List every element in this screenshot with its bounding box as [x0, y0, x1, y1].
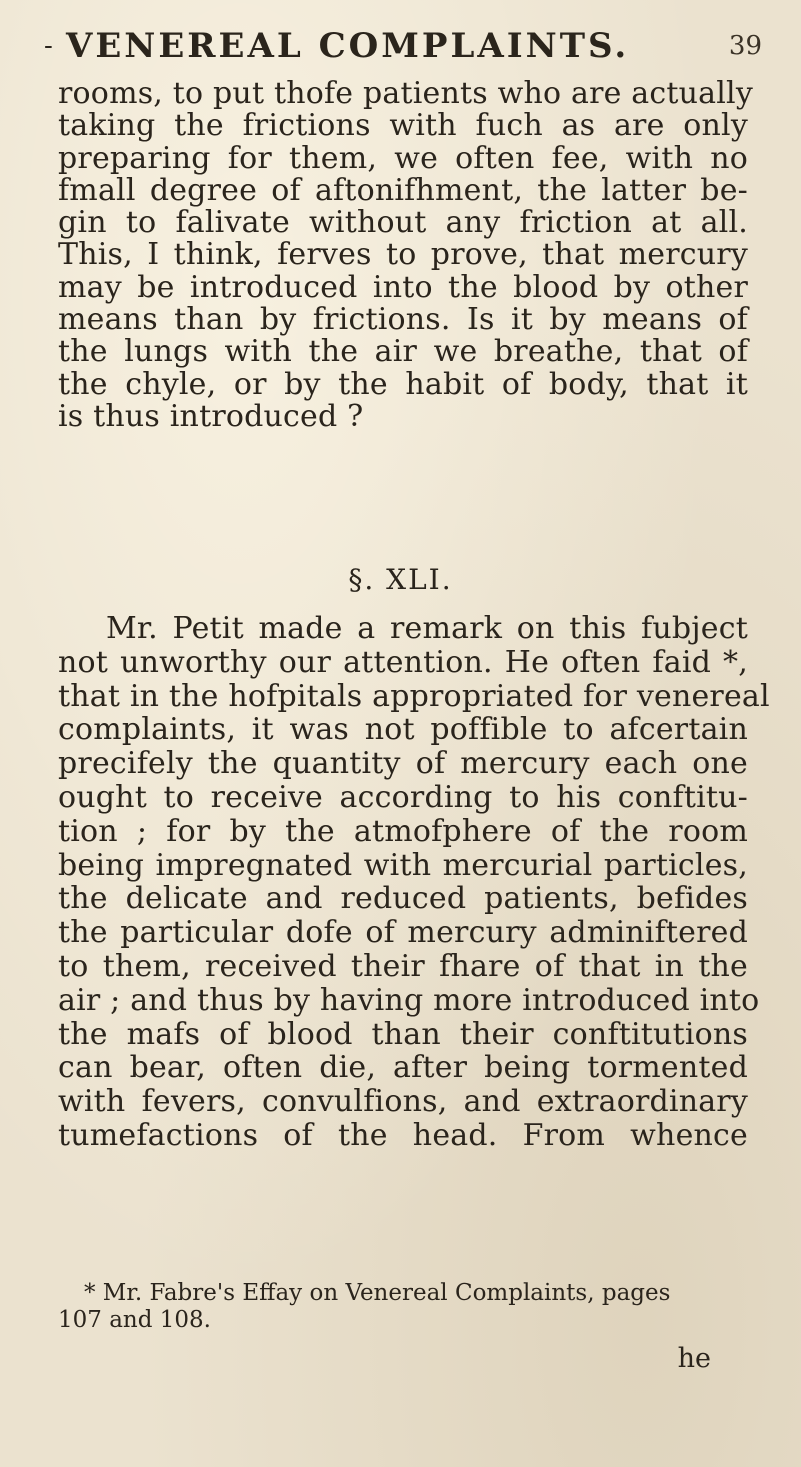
section-heading: §. XLI. — [348, 563, 453, 596]
text-line: to them, received their fhare of that in the — [58, 948, 748, 984]
footnote-line: 107 and 108. — [58, 1307, 211, 1333]
text-line: tion ; for by the atmofphere of the room — [58, 813, 748, 849]
text-line: is thus introduced ? — [58, 398, 364, 434]
text-line: the particular dofe of mercury adminiftered — [58, 915, 748, 951]
text-line: tumefactions of the head. From whence — [58, 1117, 748, 1153]
text-line: the chyle, or by the habit of body, that it — [58, 366, 748, 402]
running-head-title: VENEREAL COMPLAINTS. — [66, 26, 630, 66]
text-line: can bear, often die, after being tormented — [58, 1050, 748, 1086]
text-line: with fevers, convulfions, and extraordinary — [58, 1084, 748, 1120]
text-line: means than by frictions. Is it by means of — [58, 302, 748, 338]
paragraph-2 — [58, 611, 770, 1153]
paragraph-1 — [58, 76, 753, 434]
text-line: Mr. Petit made a remark on this fubject — [106, 611, 748, 646]
text-line: This, I think, ferves to prove, that mercury — [58, 237, 748, 273]
page-number: 39 — [728, 31, 762, 61]
text-line: rooms, to put thofe patients who are actually — [58, 76, 753, 111]
running-head-mark: - — [44, 31, 53, 61]
text-line: air ; and thus by having more introduced into — [58, 982, 760, 1018]
text-line: complaints, it was not poffible to afcertain — [58, 712, 748, 748]
text-line: preparing for them, we often fee, with no — [58, 140, 748, 176]
running-head — [44, 18, 762, 74]
text-line: not unworthy our attention. He often faid *, — [58, 644, 748, 680]
footnote-line: * Mr. Fabre's Effay on Venereal Complaints, pages — [84, 1280, 671, 1306]
text-line: ought to receive according to his conftitu- — [58, 779, 748, 815]
text-line: being impregnated with mercurial particles, — [58, 847, 748, 883]
text-line: gin to falivate without any friction at all. — [58, 205, 748, 241]
text-line: fmall degree of aftonifhment, the latter be- — [58, 172, 748, 208]
catchword: he — [677, 1343, 711, 1374]
text-line: may be introduced into the blood by other — [58, 269, 748, 305]
text-line: the lungs with the air we breathe, that of — [58, 334, 748, 370]
text-line: that in the hofpitals appropriated for venereal — [58, 678, 770, 714]
text-line: the mafs of blood than their conftitutions — [58, 1016, 748, 1052]
text-line: precifely the quantity of mercury each one — [58, 746, 748, 782]
text-line: the delicate and reduced patients, befides — [58, 881, 748, 917]
text-line: taking the frictions with fuch as are only — [58, 108, 748, 144]
footnote — [58, 1280, 748, 1334]
